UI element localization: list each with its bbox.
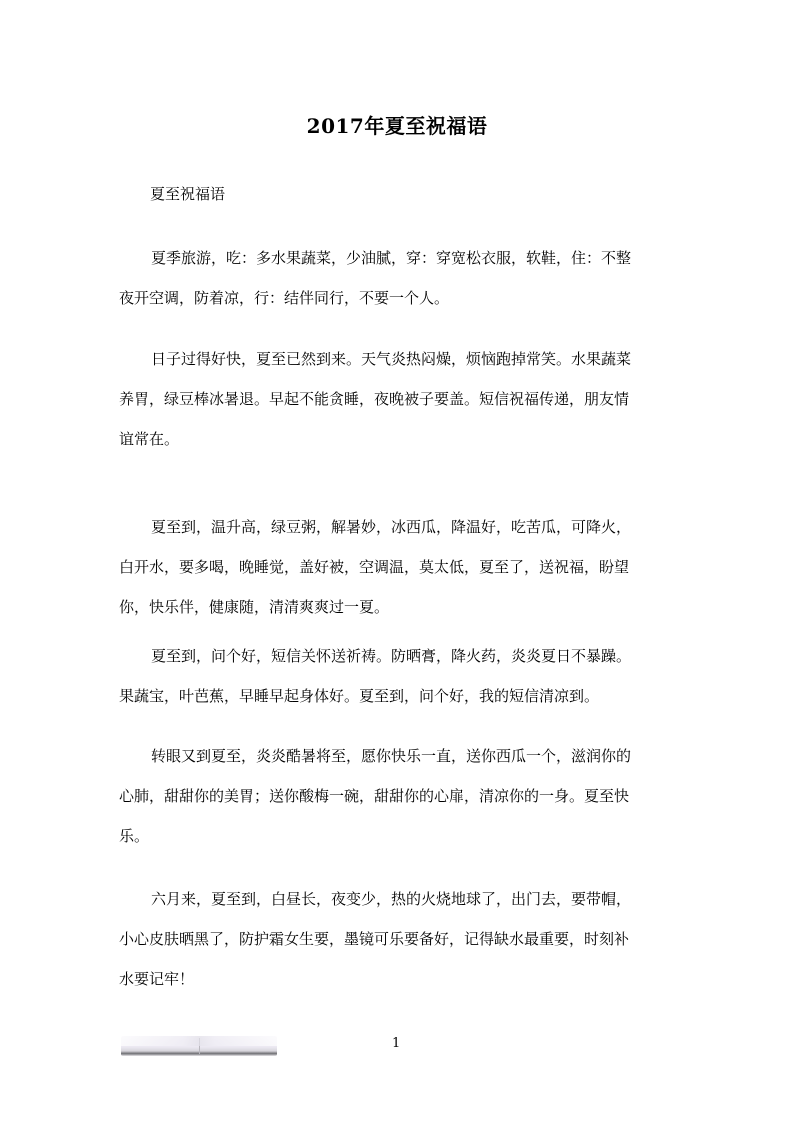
paragraph-line: 谊常在。	[119, 430, 180, 448]
paragraph-2	[119, 339, 665, 459]
paragraph-line: 六月来，夏至到，白昼长，夜变少，热的火烧地球了，出门去，要带帽，	[151, 890, 632, 908]
paragraph-line: 日子过得好快，夏至已然到来。天气炎热闷燥，烦恼跑掉常笑。水果蔬菜	[151, 350, 632, 368]
paragraph-line: 夏季旅游，吃：多水果蔬菜，少油腻，穿：穿宽松衣服，软鞋，住：不整	[151, 249, 632, 267]
paragraph-1	[119, 238, 665, 318]
paragraph-line: 白开水，要多喝，晚睡觉，盖好被，空调温，莫太低，夏至了，送祝福，盼望	[119, 558, 630, 576]
open-book-icon	[121, 1036, 277, 1056]
page-number: 1	[392, 1036, 401, 1051]
paragraph-line: 你，快乐伴，健康随，清清爽爽过一夏。	[119, 598, 390, 616]
paragraph-3	[119, 507, 665, 627]
paragraph-5	[119, 736, 665, 856]
paragraph-line: 转眼又到夏至，炎炎酷暑将至，愿你快乐一直，送你西瓜一个，滋润你的	[151, 747, 632, 765]
paragraph-line: 养胃，绿豆棒冰暑退。早起不能贪睡，夜晚被子要盖。短信祝福传递，朋友情	[119, 390, 630, 408]
paragraph-line: 小心皮肤晒黑了，防护霜女生要，墨镜可乐要备好，记得缺水最重要，时刻补	[119, 930, 630, 948]
paragraph-line: 夏至到，温升高，绿豆粥，解暑妙，冰西瓜，降温好，吃苦瓜，可降火，	[151, 518, 632, 536]
paragraph-line: 夏至到，问个好，短信关怀送祈祷。防晒膏，降火药，炎炎夏日不暴躁。	[151, 647, 632, 665]
paragraph-line: 乐。	[119, 827, 150, 845]
document-title: 2017年夏至祝福语	[306, 114, 488, 138]
paragraph-line: 夜开空调，防着凉，行：结伴同行，不要一个人。	[119, 289, 450, 307]
paragraph-4	[119, 636, 665, 716]
paragraph-line: 水要记牢！	[119, 970, 195, 988]
paragraph-line: 心肺，甜甜你的美胃；送你酸梅一碗，甜甜你的心扉，清凉你的一身。夏至快	[119, 787, 630, 805]
paragraph-6	[119, 879, 665, 999]
paragraph-line: 果蔬宝，叶芭蕉，早睡早起身体好。夏至到，问个好，我的短信清凉到。	[119, 687, 600, 705]
section-heading: 夏至祝福语	[150, 185, 226, 203]
